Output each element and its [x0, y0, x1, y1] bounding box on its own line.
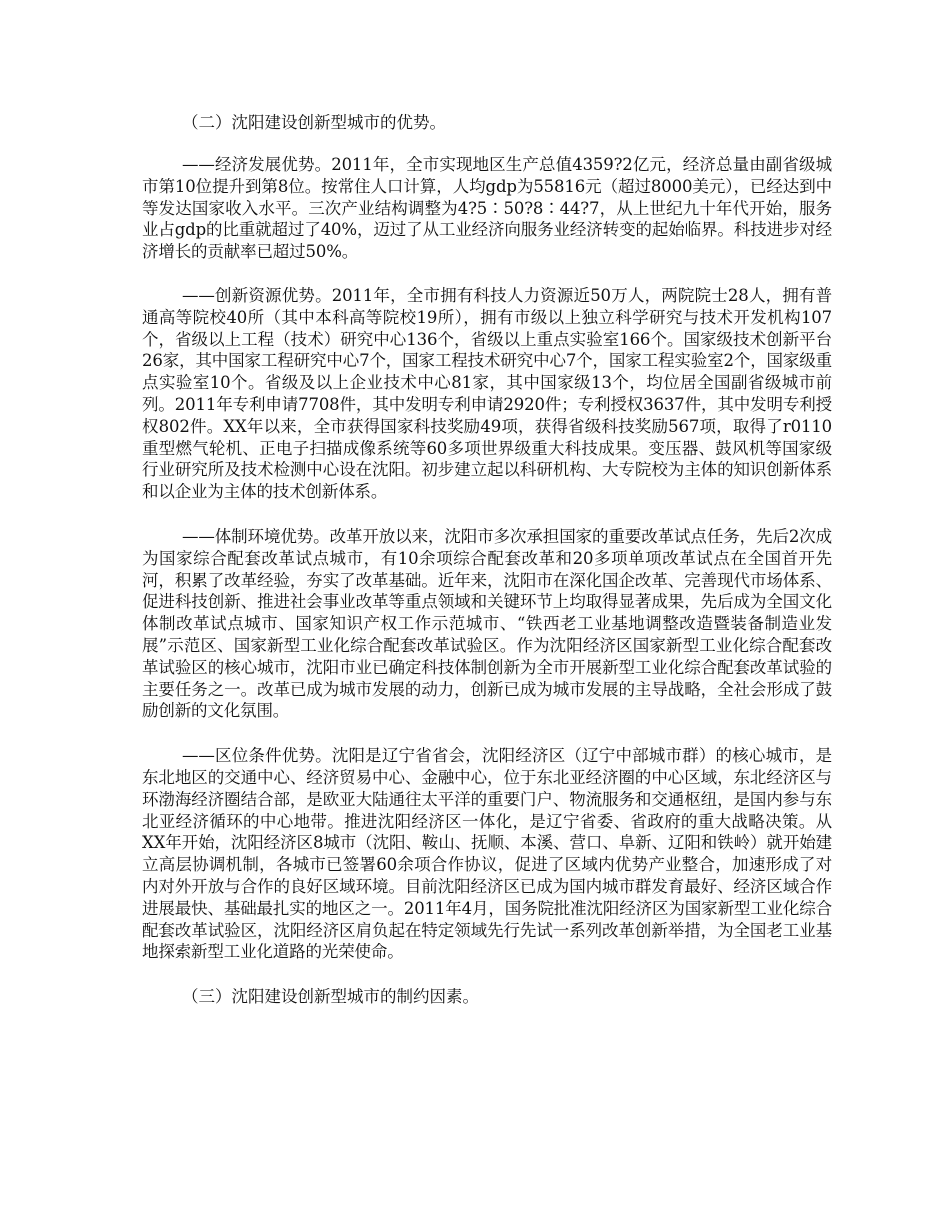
- paragraph-economic-advantage: ——经济发展优势。2011年，全市实现地区生产总值4359?2亿元，经济总量由副省级城市第10位提升到第8位。按常住人口计算，人均gdp为55816元（超过8000美元），已经达到中等发达国家收入水平。三次产业结构调整为4?5∶50?8∶44?7，从上世纪九十年代开始，服务业占gdp的比重就超过了40%，迈过了从工业经济向服务业经济转变的起始临界。科技进步对经济增长的贡献率已超过50%。: [142, 155, 832, 262]
- section-heading-advantages: （二）沈阳建设创新型城市的优势。: [182, 113, 446, 132]
- paragraph-institutional-environment: ——体制环境优势。改革开放以来，沈阳市多次承担国家的重要改革试点任务，先后2次成为国家综合配套改革试点城市，有10余项综合配套改革和20多项单项改革试点在全国首开先河，积累了改革经验，夯实了改革基础。近年来，沈阳市在深化国企改革、完善现代市场体系、促进科技创新、推进社会事业改革等重点领域和关键环节上均取得显著成果，先后成为全国文化体制改革试点城市、国家知识产权工作示范城市、“铁西老工业基地调整改造暨装备制造业发展”示范区、国家新型工业化综合配套改革试验区。作为沈阳经济区国家新型工业化综合配套改革试验区的核心城市，沈阳市业已确定科技体制创新为全市开展新型工业化综合配套改革试验的主要任务之一。改革已成为城市发展的动力，创新已成为城市发展的主导战略，全社会形成了鼓励创新的文化氛围。: [142, 526, 832, 721]
- paragraph-innovation-resources: ——创新资源优势。2011年，全市拥有科技人力资源近50万人，两院院士28人，拥有普通高等院校40所（其中本科高等院校19所），拥有市级以上独立科学研究与技术开发机构107个，省级以上工程（技术）研究中心136个，省级以上重点实验室166个。国家级技术创新平台26家，其中国家工程研究中心7个，国家工程技术研究中心7个，国家工程实验室2个，国家级重点实验室10个。省级及以上企业技术中心81家，其中国家级13个，均位居全国副省级城市前列。2011年专利申请7708件，其中发明专利申请2920件；专利授权3637件，其中发明专利授权802件。XX年以来，全市获得国家科技奖励49项，获得省级科技奖励567项，取得了r0110重型燃气轮机、正电子扫描成像系统等60多项世界级重大科技成果。变压器、鼓风机等国家级行业研究所及技术检测中心设在沈阳。初步建立起以科研机构、大专院校为主体的知识创新体系和以企业为主体的技术创新体系。: [142, 285, 832, 502]
- section-heading-constraints: （三）沈阳建设创新型城市的制约因素。: [182, 987, 479, 1007]
- document-body: [142, 112, 832, 1008]
- paragraph-location-advantage: ——区位条件优势。沈阳是辽宁省省会，沈阳经济区（辽宁中部城市群）的核心城市，是东北地区的交通中心、经济贸易中心、金融中心，位于东北亚经济圈的中心区域，东北经济区与环渤海经济圈结合部，是欧亚大陆通往太平洋的重要门户、物流服务和交通枢纽，是国内参与东北亚经济循环的中心地带。推进沈阳经济区一体化，是辽宁省委、省政府的重大战略决策。从XX年开始，沈阳经济区8城市（沈阳、鞍山、抚顺、本溪、营口、阜新、辽阳和铁岭）就开始建立高层协调机制，各城市已签署60余项合作协议，促进了区域内优势产业整合，加速形成了对内对外开放与合作的良好区域环境。目前沈阳经济区已成为国内城市群发育最好、经济区域合作进展最快、基础最扎实的地区之一。2011年4月，国务院批准沈阳经济区为国家新型工业化综合配套改革试验区，沈阳经济区肩负起在特定领域先行先试一系列改革创新举措，为全国老工业基地探索新型工业化道路的光荣使命。: [142, 746, 832, 962]
